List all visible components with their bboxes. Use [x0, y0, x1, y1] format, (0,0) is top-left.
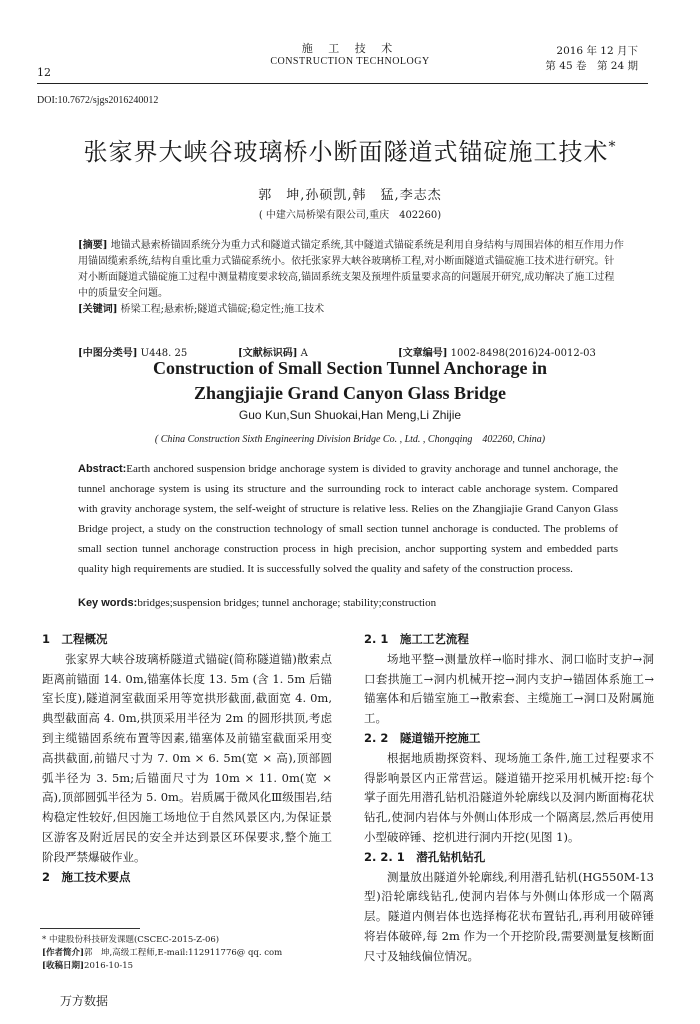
- keywords-en-text: bridges;suspension bridges; tunnel anchorage; stability;construction: [137, 597, 437, 609]
- clc: [中图分类号] U448. 25: [78, 348, 188, 359]
- affiliation-cn: ( 中建六局桥梁有限公司,重庆 402260): [258, 210, 442, 221]
- abstract-en: Abstract:Earth anchored suspension bridge anchorage system is divided to gravity anchorage and tunnel anchorage, the tunnel anchorage system is using its structure and the surrounding rock to interact cable anchorage system. Compared with gravity anchorage system, the self-weight of structure is relative less. Relies on the Zhangjiajie Grand Canyon Glass Bridge project, a study on the construction technology of small section tunnel anchorage is conducted. The problems of small section tunnel anchorage construction process in high precision, anchor supporting system and embedded parts quality high requirements are studied. It is successfully solved the quality and safety of the construction process.: [78, 463, 618, 575]
- section-2-2-paragraph: 根据地质勘探资料、现场施工条件,施工过程要求不得影响景区内正常营运。隧道锚开挖采用机械开挖:每个掌子面先用潜孔钻机沿隧道外轮廓线以及洞内断面梅花状钻孔,使洞内岩体与外侧山体形成一个隔离层,然后再使用小型破碎锤、挖机进行洞内开挖(见图 1)。: [364, 750, 654, 844]
- section-1-heading: 1 工程概况: [42, 632, 108, 646]
- issue-info: [545, 44, 638, 74]
- keywords-en-label: Key words: [78, 597, 134, 609]
- journal-name-cn: 施 工 技 术: [301, 42, 399, 55]
- page-number: 12: [37, 66, 51, 79]
- title-en-line1: Construction of Small Section Tunnel Anchorage in: [152, 358, 548, 378]
- body-right-column: [364, 630, 654, 967]
- abstract-en-text: Earth anchored suspension bridge anchorage system is divided to gravity anchorage and tunnel anchorage, the tunnel anchorage system is using its structure and the surrounding rock to interact cable anchorage system. Compared with gravity anchorage system, the self-weight of structure is relative less. Relies on the Zhangjiajie Grand Canyon Glass Bridge project, a study on the construction technology of small section tunnel anchorage is conducted. The problems of small section tunnel anchorage construction process in high precision, anchor supporting system and embedded parts quality high requirements are studied. It is successfully solved the quality and safety of the construction process.: [78, 463, 618, 575]
- section-1-paragraph: 张家界大峡谷玻璃桥隧道式锚碇(简称隧道锚)散索点距离前锚面 14. 0m,锚塞体长度 13. 5m (含 1. 5m 后锚室长度),隧道洞室截面采用等宽拱形截面,截面宽 4. 0m,典型截面高 4. 0m,拱顶采用半径为 2m 的圆形拱顶,考虑到主缆锚固系统布置等因素,锚塞体及前锚室截面采用变高拱截面,前锚尺寸为 7. 0m × 6. 5m(宽 × 高),顶部圆弧半径为 3. 5m;后锚面尺寸为 10m × 11. 0m(宽 × 高),顶部圆弧半径为 5. 0m。岩质属于微风化Ⅲ级围岩,结构稳定性较好,但因施工场地位于自然风景区内,为保证景区游客及附近居民的安全并达到景区环保要求,整个施工阶段严禁爆破作业。: [42, 651, 332, 864]
- journal-name-en: CONSTRUCTION TECHNOLOGY: [270, 56, 430, 67]
- title-cn-text: 张家界大峡谷玻璃桥小断面隧道式锚碇施工技术: [83, 138, 609, 166]
- footnote-rule: [40, 928, 140, 929]
- authors-cn: 郭 坤,孙硕凯,韩 猛,李志杰: [258, 188, 442, 203]
- doi: DOI:10.7672/sjgs2016240012: [37, 95, 159, 106]
- title-cn: [0, 132, 700, 167]
- doc-code: [文献标识码] A: [238, 348, 308, 359]
- author-note: [作者简介]郭 坤,高级工程师,E-mail:112911776@ qq. com: [42, 948, 283, 958]
- section-2-heading: 2 施工技术要点: [42, 869, 131, 884]
- keywords-cn-label: [关键词]: [78, 304, 118, 315]
- section-2-1-paragraph: 场地平整→测量放样→临时排水、洞口临时支护→洞口套拱施工→洞内机械开挖→洞内支护→锚固体系施工→锚塞体和后锚室施工→散索套、主缆施工→洞口及附属施工。: [364, 651, 654, 726]
- section-2-2-1-heading: 2. 2. 1 潜孔钻机钻孔: [364, 849, 486, 864]
- received-note: [收稿日期]2016-10-15: [42, 961, 134, 971]
- body-left-column: [42, 630, 332, 887]
- abstract-cn-label: [摘要]: [78, 240, 108, 251]
- abstract-cn: [78, 238, 624, 318]
- article-number: [文章编号] 1002-8498(2016)24-0012-03: [398, 348, 596, 359]
- abstract-en-label: Abstract: [78, 463, 123, 475]
- fund-note: * 中建股份科技研发课题(CSCEC-2015-Z-06): [42, 935, 220, 945]
- header-rule: [37, 83, 648, 84]
- section-2-2-1-paragraph: 测量放出隧道外轮廓线,利用潜孔钻机(HG550M-13 型)沿轮廓线钻孔,使洞内岩体与外侧山体形成一个隔离层。隧道内侧岩体也选择梅花状布置钻孔,再利用破碎锤将岩体破碎,每 2m 作为一个开挖阶段,需要测量复核断面尺寸及轴线偏位情况。: [364, 869, 654, 963]
- footer-watermark: 万方数据: [60, 994, 109, 1008]
- issue-date: 2016 年 12 月下: [556, 45, 638, 57]
- volume-issue: 第 45 卷 第 24 期: [545, 60, 638, 72]
- title-en-line2: Zhangjiajie Grand Canyon Glass Bridge: [193, 383, 507, 403]
- section-2-2-heading: 2. 2 隧道锚开挖施工: [364, 730, 481, 745]
- title-en: [0, 356, 700, 406]
- abstract-cn-text: 地锚式悬索桥锚固系统分为重力式和隧道式锚定系统,其中隧道式锚碇系统是利用自身结构与周围岩体的相互作用力作用锚固缆索系统,结构自重比重力式锚碇系统小。依托张家界大峡谷玻璃桥工程,对小断面隧道式锚碇施工技术进行研究。针对小断面隧道式锚碇施工过程中测量精度要求较高,锚固系统支架及预埋件质量要求高的问题展开研究,成功解决了施工过程中的质量安全问题。: [78, 240, 624, 299]
- affiliation-en: ( China Construction Sixth Engineering Division Bridge Co. , Ltd. , Chongqing 402260, China): [154, 434, 546, 445]
- footnotes: [42, 934, 342, 973]
- section-2-1-heading: 2. 1 施工工艺流程: [364, 632, 469, 646]
- authors-en: Guo Kun,Sun Shuokai,Han Meng,Li Zhijie: [238, 408, 462, 422]
- keywords-en: Key words:bridges;suspension bridges; tunnel anchorage; stability;construction: [78, 597, 437, 609]
- title-footnote-mark: *: [608, 139, 617, 155]
- keywords-cn-text: 桥梁工程;悬索桥;隧道式锚碇;稳定性;施工技术: [120, 304, 325, 315]
